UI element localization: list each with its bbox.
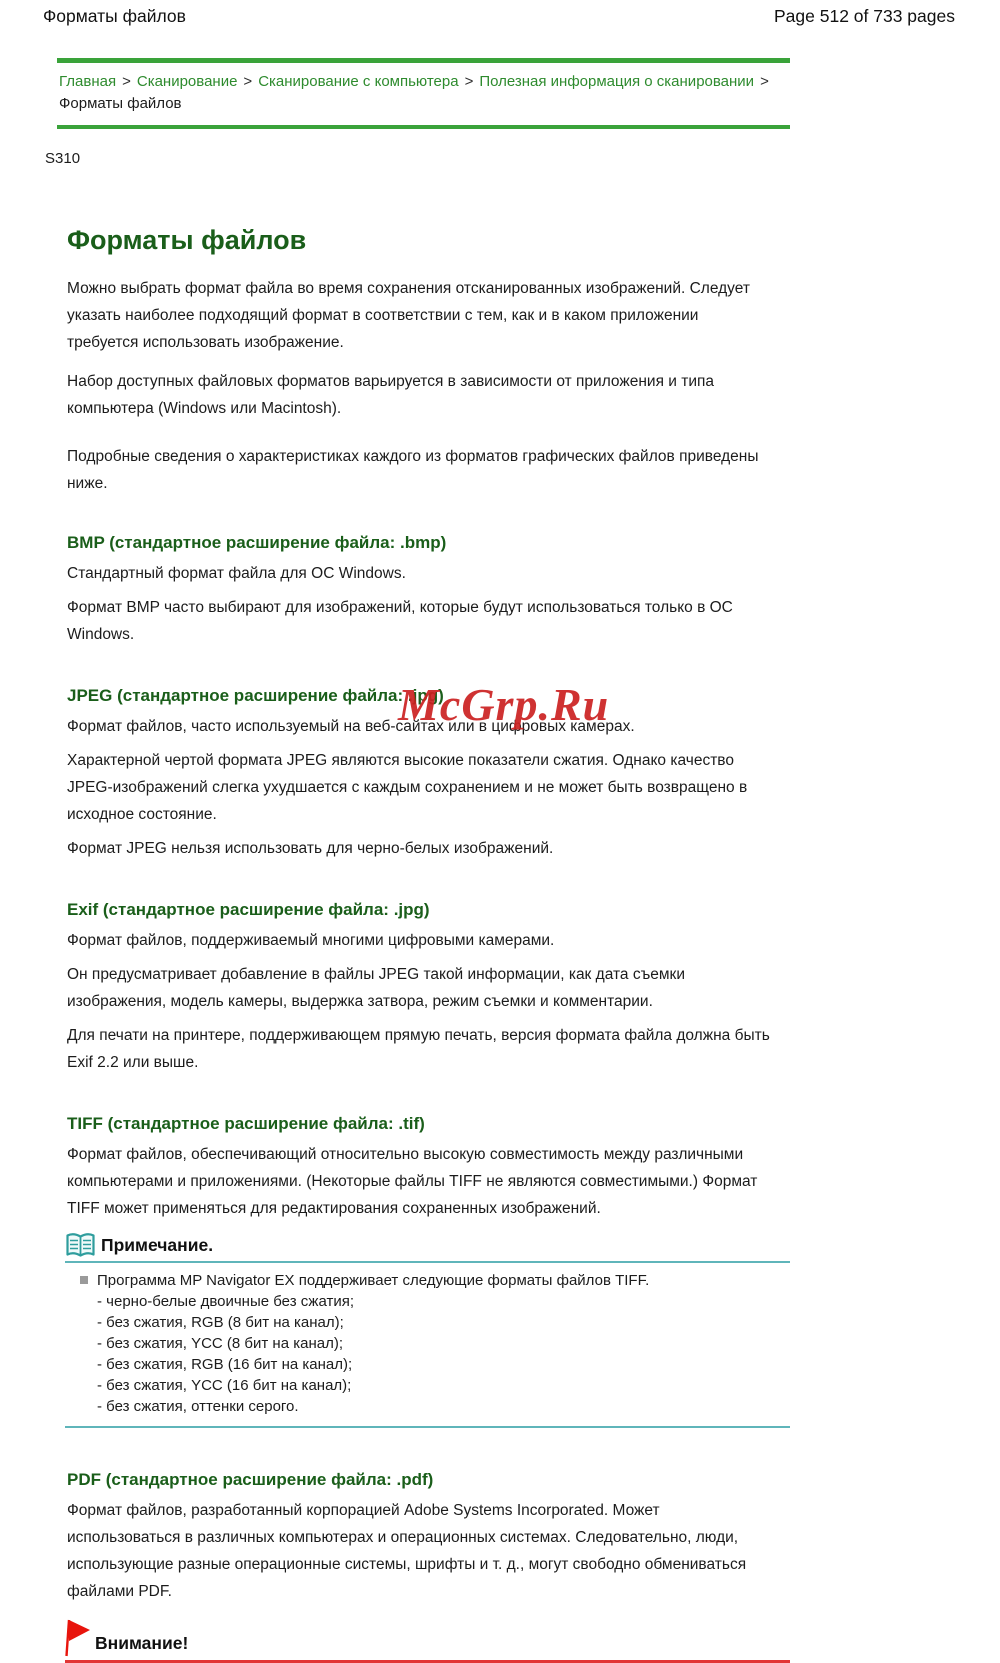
- open-book-icon: [65, 1232, 96, 1259]
- breadcrumb-link-scanning-from-computer[interactable]: Сканирование с компьютера: [258, 73, 459, 90]
- breadcrumb: [57, 58, 790, 129]
- paragraph: Формат BMP часто выбирают для изображений, которые будут использоваться только в ОС Windows.: [67, 599, 733, 643]
- section-exif: [67, 900, 790, 1076]
- paragraph: Он предусматривает добавление в файлы JPEG такой информации, как дата съемки изображения, модель камеры, выдержка затвора, режим съемки и комментарии.: [67, 966, 685, 1010]
- red-flag-icon: [65, 1619, 92, 1659]
- breadcrumb-link-home[interactable]: Главная: [59, 73, 117, 90]
- paragraph: Набор доступных файловых форматов варьируется в зависимости от приложения и типа компьютера (Windows или Macintosh).: [67, 373, 715, 417]
- watermark-mcgrp-ru: McGrp.Ru: [398, 679, 610, 730]
- breadcrumb-link-scanning[interactable]: Сканирование: [136, 73, 238, 90]
- paragraph: Формат файлов, поддерживаемый многими цифровыми камерами.: [67, 932, 555, 949]
- page-indicator: Page 512 of 733 pages: [774, 6, 955, 26]
- paragraph: Характерной чертой формата JPEG являются высокие показатели сжатия. Однако качество JPEG-изображений слегка ухудшается с каждым сохранением и не может быть возвращено в исходное состояние.: [67, 752, 748, 823]
- paragraph: Формат файлов, обеспечивающий относительно высокую совместимость между различными компьютерами и приложениями. (Некоторые файлы TIFF не являются совместимыми.) Формат TIFF может применяться для редактирования сохраненных изображений.: [67, 1146, 758, 1217]
- pdf-content: [67, 1470, 790, 1605]
- page-id: S310: [45, 150, 81, 167]
- breadcrumb-separator: >: [464, 73, 474, 90]
- paragraph: Формат файлов, разработанный корпорацией Adobe Systems Incorporated. Может использоваться в различных компьютерах и операционных системах. Следовательно, люди, использующие разные операционные системы, шрифты и т. д., могут свободно обмениваться файлами PDF.: [67, 1502, 747, 1600]
- square-bullet-icon: [80, 1276, 88, 1284]
- breadcrumb-current-page: Форматы файлов: [59, 95, 182, 112]
- main-content: [67, 225, 790, 1222]
- list-item: - без сжатия, RGB (8 бит на канал);: [97, 1314, 344, 1331]
- breadcrumb-separator: >: [243, 73, 253, 90]
- list-item: - без сжатия, оттенки серого.: [97, 1398, 299, 1415]
- note-header: [65, 1232, 790, 1263]
- list-item: - черно-белые двоичные без сжатия;: [97, 1293, 354, 1310]
- section-heading-bmp: BMP (стандартное расширение файла: .bmp): [67, 533, 447, 552]
- note-bullet-text: Программа MP Navigator EX поддерживает следующие форматы файлов TIFF.: [97, 1272, 650, 1289]
- list-item: - без сжатия, YCC (16 бит на канал);: [97, 1377, 352, 1394]
- intro-paragraphs: [67, 275, 790, 497]
- header-title: Форматы файлов: [43, 6, 186, 26]
- breadcrumb-line-links: [59, 71, 788, 93]
- note-title: Примечание.: [101, 1235, 214, 1255]
- paragraph: Стандартный формат файла для ОС Windows.: [67, 565, 406, 582]
- section-tiff: [67, 1114, 790, 1222]
- breadcrumb-separator: >: [760, 73, 769, 90]
- note-bullet-item: [80, 1270, 790, 1291]
- section-heading-tiff: TIFF (стандартное расширение файла: .tif): [67, 1114, 425, 1133]
- note-body: [65, 1263, 790, 1428]
- section-bmp: [67, 533, 790, 648]
- section-heading-exif: Exif (стандартное расширение файла: .jpg): [67, 900, 430, 919]
- paragraph: Формат JPEG нельзя использовать для черно-белых изображений.: [67, 840, 554, 857]
- page-header: [0, 0, 1000, 27]
- section-pdf: [67, 1470, 790, 1605]
- section-heading-jpeg: JPEG (стандартное расширение файла: .jpg): [67, 686, 444, 705]
- note-block: [65, 1232, 790, 1428]
- section-jpeg: [67, 686, 790, 862]
- paragraph: Подробные сведения о характеристиках каждого из форматов графических файлов приведены ниже.: [67, 448, 759, 492]
- paragraph: Можно выбрать формат файла во время сохранения отсканированных изображений. Следует указать наиболее подходящий формат в соответствии с тем, как и в каком приложении требуется использовать изображение.: [67, 280, 750, 351]
- section-heading-pdf: PDF (стандартное расширение файла: .pdf): [67, 1470, 434, 1489]
- page-title: Форматы файлов: [67, 225, 307, 255]
- attention-block: [65, 1619, 790, 1663]
- paragraph: Для печати на принтере, поддерживающем прямую печать, версия формата файла должна быть Exif 2.2 или выше.: [67, 1027, 770, 1071]
- list-item: - без сжатия, RGB (16 бит на канал);: [97, 1356, 353, 1373]
- note-sub-items: [97, 1291, 790, 1417]
- attention-title: Внимание!: [95, 1632, 189, 1653]
- breadcrumb-link-useful-info[interactable]: Полезная информация о сканировании: [479, 73, 755, 90]
- list-item: - без сжатия, YCC (8 бит на канал);: [97, 1335, 343, 1352]
- breadcrumb-separator: >: [122, 73, 131, 90]
- paragraph: Формат файлов, часто используемый на веб-сайтах или в цифровых камерах.: [67, 718, 635, 735]
- attention-header: [65, 1619, 790, 1663]
